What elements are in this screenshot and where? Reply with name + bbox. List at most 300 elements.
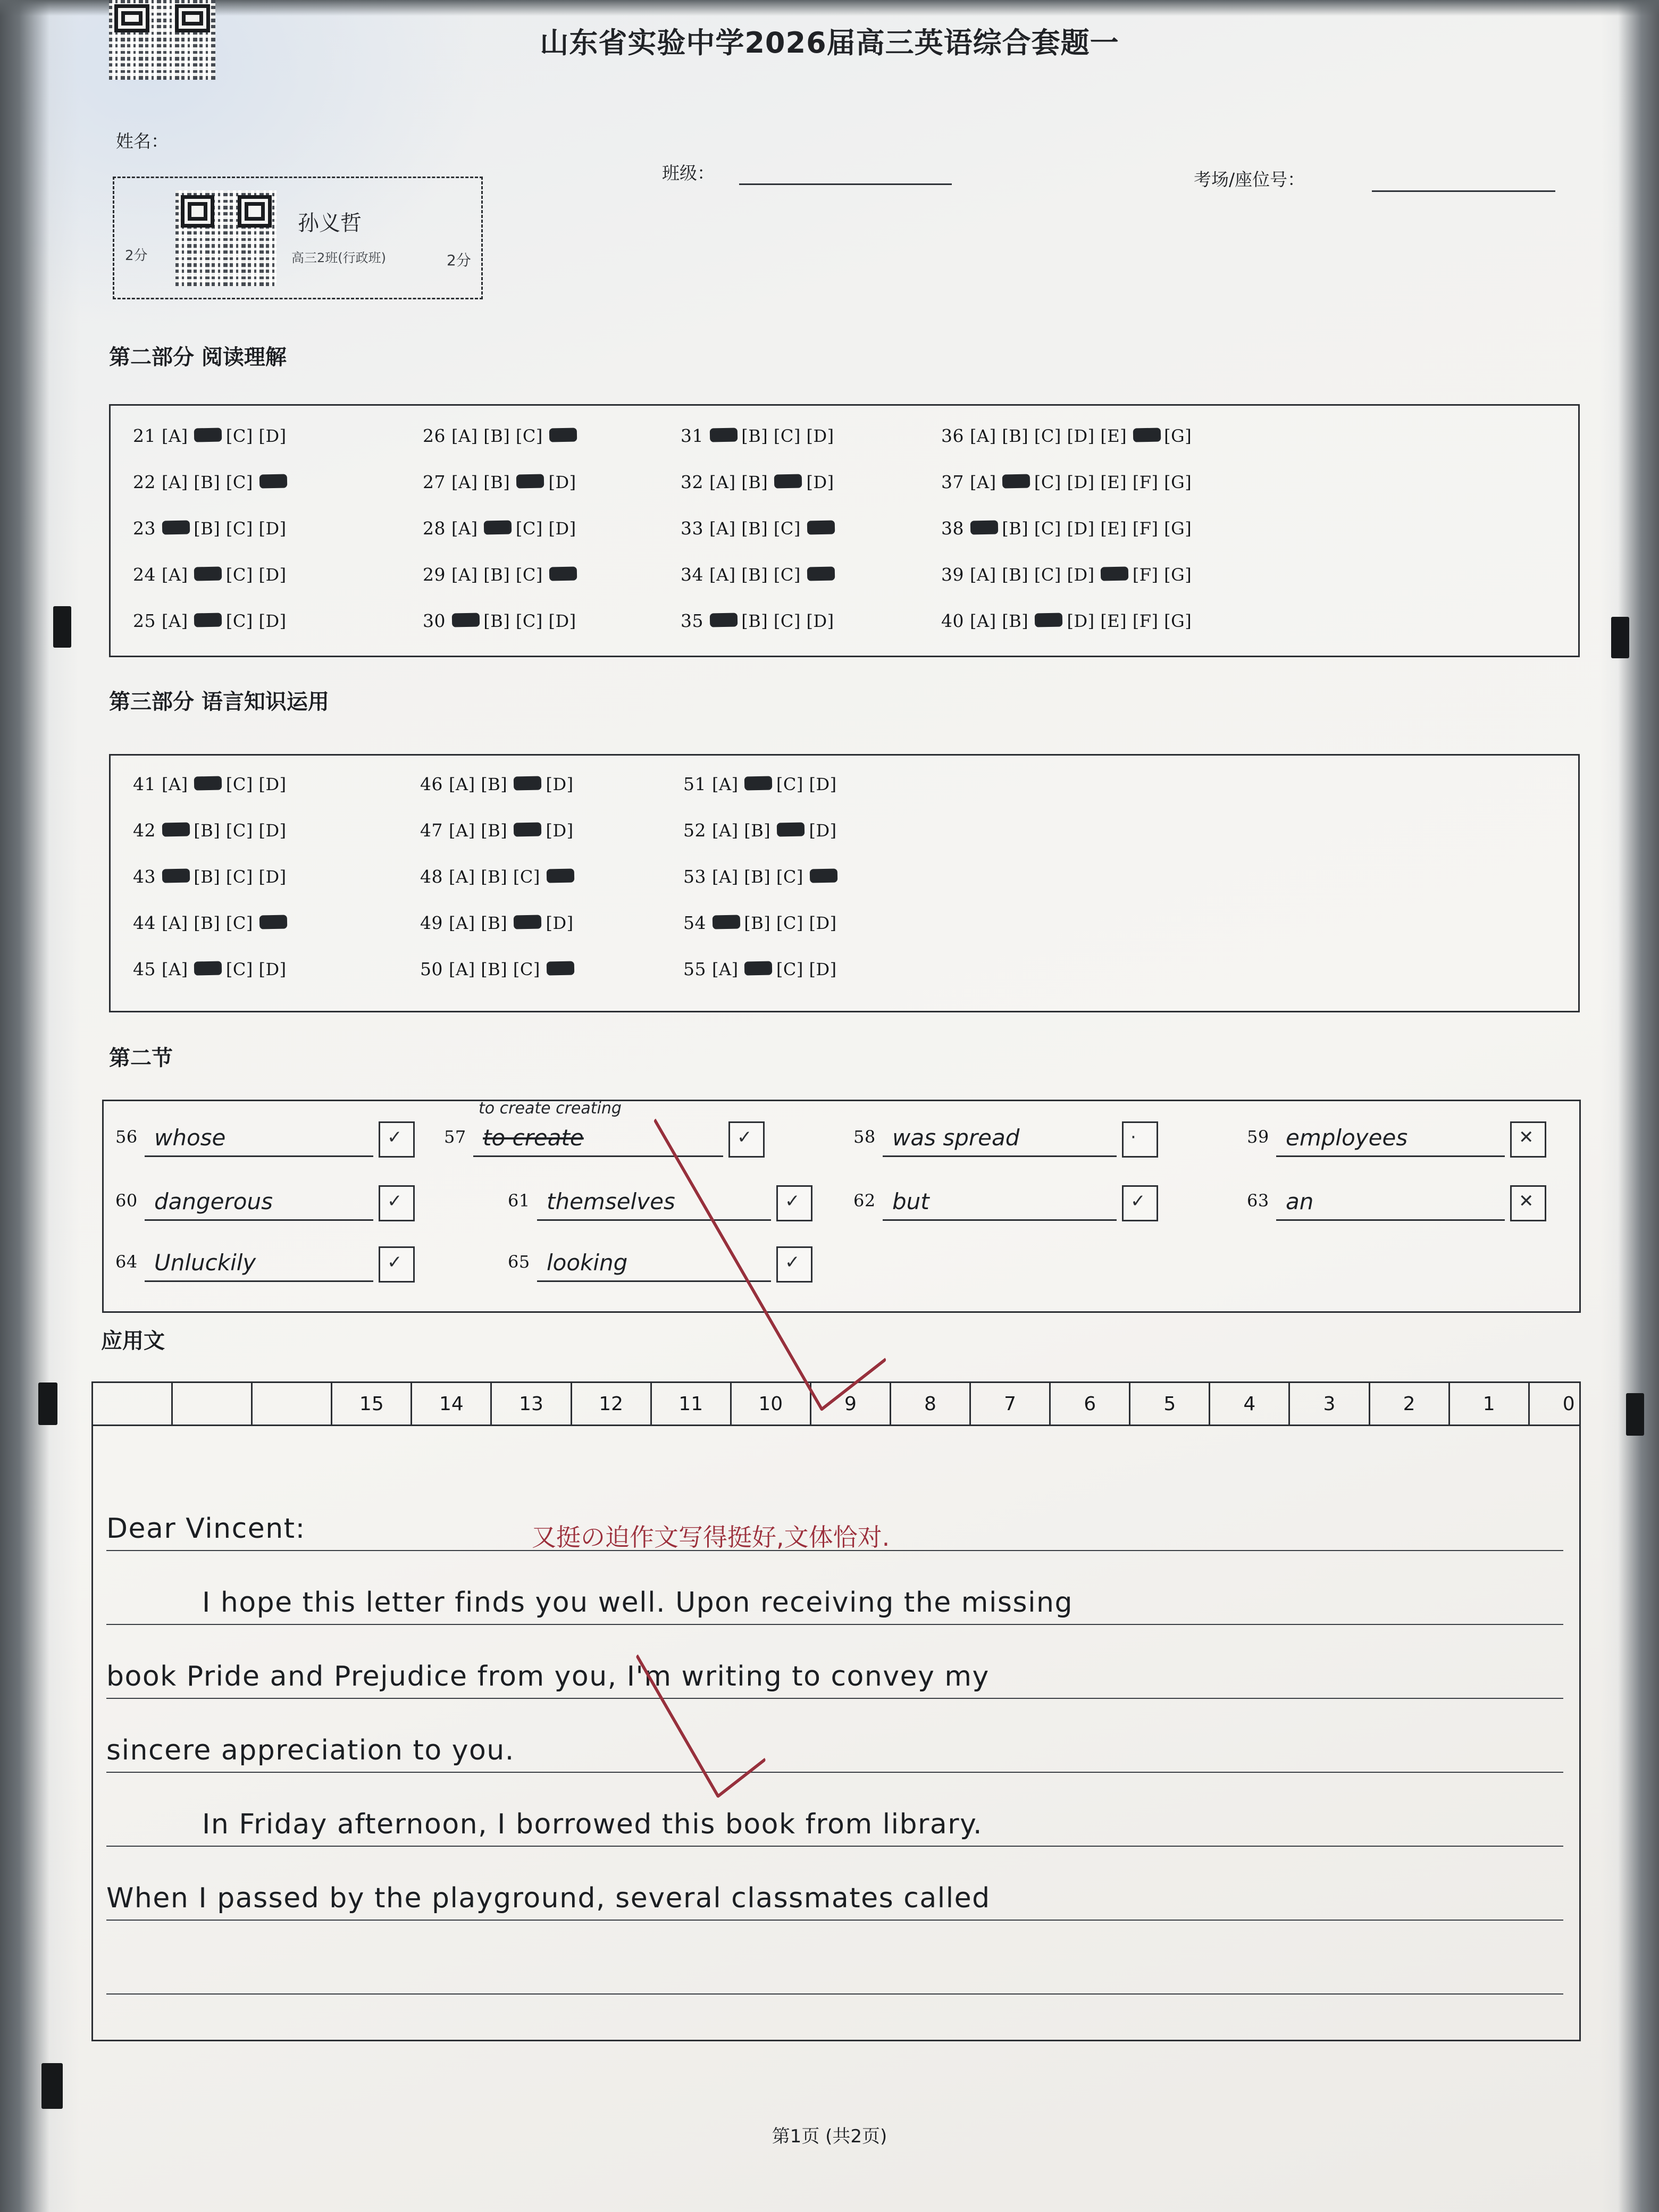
option-bubble-A[interactable]: [A] (451, 565, 478, 585)
score-cell-13[interactable]: 13 (492, 1383, 572, 1425)
option-bubble-D[interactable]: [D] (258, 774, 287, 794)
option-bubble-A[interactable] (162, 518, 188, 539)
option-bubble-B[interactable]: [B] (483, 426, 510, 446)
option-bubble-E[interactable]: [E] (1100, 611, 1127, 631)
option-bubble-D[interactable]: [D] (258, 426, 287, 446)
option-bubble-D[interactable] (809, 867, 837, 887)
essay-ruled-line[interactable] (106, 1993, 1563, 1995)
option-gap (1028, 426, 1034, 446)
option-bubble-C[interactable] (513, 774, 540, 794)
option-bubble-B[interactable]: [B] (741, 565, 768, 585)
blank-write-line[interactable] (883, 1219, 1117, 1221)
option-bubble-B[interactable]: [B] (481, 959, 508, 979)
option-bubble-B[interactable] (194, 611, 220, 631)
score-cell-2[interactable]: 2 (1370, 1383, 1450, 1425)
option-bubble-A[interactable]: [A] (161, 565, 188, 585)
option-bubble-A[interactable] (451, 611, 478, 631)
essay-line-text-3: book Pride and Prejudice from you, I'm writing to convey my (106, 1661, 990, 1692)
option-bubble-B[interactable]: [B] (1002, 426, 1029, 446)
score-cell-8[interactable]: 8 (891, 1383, 971, 1425)
option-bubble-F[interactable]: [F] (1132, 611, 1159, 631)
answer-row-21[interactable] (133, 425, 287, 446)
timing-mark (41, 2063, 63, 2109)
option-bubble-A[interactable]: [A] (709, 565, 736, 585)
option-bubble-B[interactable]: [B] (481, 774, 508, 794)
option-bubble-A[interactable]: [A] (451, 426, 478, 446)
answer-row-27[interactable] (423, 472, 576, 492)
option-gap (1158, 472, 1164, 492)
option-bubble-A[interactable]: [A] (969, 426, 996, 446)
option-gap (739, 820, 744, 841)
option-bubble-A[interactable]: [A] (709, 472, 736, 492)
option-bubble-B[interactable]: [B] (741, 472, 768, 492)
question-number: 30 (423, 610, 451, 631)
timing-mark (38, 1382, 57, 1425)
option-gap (188, 472, 194, 492)
option-bubble-D[interactable]: [D] (1067, 611, 1095, 631)
answer-row-23[interactable] (133, 518, 287, 539)
answer-row-26[interactable] (423, 425, 576, 446)
option-gap (1127, 611, 1133, 631)
option-bubble-E[interactable]: [E] (1100, 472, 1127, 492)
question-number: 22 (133, 472, 162, 492)
option-bubble-B[interactable] (194, 774, 220, 794)
option-bubble-D[interactable]: [D] (258, 518, 287, 539)
qr-code-student (175, 190, 276, 286)
question-number: 40 (941, 610, 970, 631)
blank-mark-check-icon: ✓ (387, 1127, 403, 1148)
option-bubble-D[interactable]: [D] (806, 426, 834, 446)
option-bubble-A[interactable]: [A] (448, 774, 475, 794)
answer-row-44[interactable] (133, 912, 287, 933)
option-bubble-B[interactable]: [B] (194, 518, 221, 539)
blank-mark-check-icon: ✓ (785, 1191, 800, 1212)
score-cell-12[interactable]: 12 (572, 1383, 652, 1425)
option-bubble-B[interactable]: [B] (741, 518, 768, 539)
answer-row-53[interactable] (683, 866, 837, 887)
option-bubble-B[interactable]: [B] (483, 472, 510, 492)
option-bubble-C[interactable]: [C] (513, 959, 540, 979)
option-bubble-D[interactable]: [D] (806, 472, 834, 492)
blank-write-line[interactable] (145, 1219, 373, 1221)
option-bubble-B[interactable]: [B] (1002, 565, 1029, 585)
option-bubble-C[interactable]: [C] (225, 611, 253, 631)
option-bubble-B[interactable] (1002, 472, 1028, 492)
class-input-line[interactable] (739, 183, 952, 185)
option-gap (1061, 518, 1067, 539)
blank-number-60: 60 (115, 1191, 138, 1211)
option-bubble-A[interactable]: [A] (969, 472, 996, 492)
option-bubble-D[interactable]: [D] (806, 611, 834, 631)
option-bubble-A[interactable]: [A] (451, 518, 478, 539)
option-gap (253, 518, 259, 539)
option-bubble-A[interactable]: [A] (711, 774, 739, 794)
option-bubble-C[interactable]: [C] (776, 774, 803, 794)
option-bubble-C[interactable] (516, 472, 543, 492)
option-bubble-C[interactable]: [C] (776, 867, 803, 887)
question-number: 25 (133, 610, 162, 631)
option-bubble-B[interactable] (194, 565, 220, 585)
option-bubble-D[interactable]: [D] (548, 472, 576, 492)
seat-label: 考场/座位号： (1194, 169, 1305, 190)
option-bubble-F[interactable]: [F] (1132, 472, 1159, 492)
option-gap (220, 820, 226, 841)
score-cell-10[interactable]: 10 (732, 1383, 811, 1425)
option-bubble-C[interactable]: [C] (225, 565, 253, 585)
blank-write-line[interactable] (1276, 1219, 1505, 1221)
question-number: 42 (133, 820, 162, 841)
option-bubble-B[interactable]: [B] (1002, 611, 1029, 631)
option-bubble-C[interactable]: [C] (225, 774, 253, 794)
answer-row-43[interactable] (133, 866, 287, 887)
option-bubble-A[interactable] (712, 913, 739, 933)
option-bubble-A[interactable] (162, 867, 188, 887)
blank-write-line[interactable] (883, 1155, 1117, 1157)
option-gap (1028, 611, 1034, 631)
option-bubble-B[interactable]: [B] (194, 867, 221, 887)
option-bubble-B[interactable] (194, 959, 220, 979)
option-bubble-A[interactable]: [A] (161, 611, 188, 631)
option-bubble-D[interactable] (546, 867, 574, 887)
option-bubble-C[interactable]: [C] (515, 518, 543, 539)
option-gap (1095, 426, 1101, 446)
option-bubble-A[interactable]: [A] (711, 820, 739, 841)
blank-answer-63: an (1286, 1188, 1314, 1214)
option-bubble-A[interactable]: [A] (161, 913, 188, 933)
blank-mark-check-icon: ✓ (387, 1252, 403, 1273)
blank-answer-64: Unluckily (154, 1250, 256, 1276)
option-bubble-B[interactable]: [B] (481, 820, 508, 841)
option-gap (1095, 518, 1101, 539)
essay-line-text-6: When I passed by the playground, several classmates called (106, 1882, 991, 1914)
option-bubble-C[interactable]: [C] (225, 820, 253, 841)
score-cell-11[interactable]: 11 (652, 1383, 732, 1425)
question-number: 23 (133, 518, 162, 539)
question-number: 26 (423, 425, 451, 446)
section-title-part3: 第三部分 语言知识运用 (109, 690, 329, 714)
question-number: 47 (420, 820, 449, 841)
answer-row-30[interactable] (423, 610, 576, 631)
option-bubble-G[interactable]: [G] (1164, 426, 1192, 446)
score-cell-1[interactable]: 1 (1450, 1383, 1530, 1425)
option-gap (736, 472, 742, 492)
option-bubble-A[interactable]: [A] (161, 774, 188, 794)
option-bubble-F[interactable]: [F] (1132, 518, 1159, 539)
timing-mark (1626, 1393, 1644, 1436)
option-bubble-G[interactable]: [G] (1164, 565, 1192, 585)
answer-row-38[interactable] (941, 518, 1192, 539)
option-bubble-B[interactable] (744, 959, 770, 979)
option-bubble-C[interactable] (774, 472, 801, 492)
option-bubble-D[interactable]: [D] (258, 820, 287, 841)
option-bubble-B[interactable]: [B] (194, 913, 221, 933)
option-bubble-C[interactable]: [C] (225, 913, 253, 933)
answer-row-35[interactable] (681, 610, 834, 631)
answer-row-49[interactable] (420, 912, 574, 933)
option-gap (1028, 518, 1034, 539)
option-gap (736, 518, 742, 539)
option-bubble-D[interactable]: [D] (809, 820, 837, 841)
option-bubble-C[interactable]: [C] (776, 913, 803, 933)
option-bubble-G[interactable]: [G] (1164, 472, 1192, 492)
option-gap (507, 774, 513, 794)
option-bubble-A[interactable]: [A] (448, 913, 475, 933)
option-gap (739, 959, 744, 979)
option-bubble-C[interactable]: [C] (773, 426, 801, 446)
student-class: 高三2班(行政班) (291, 250, 386, 265)
option-gap (507, 913, 513, 933)
option-gap (507, 959, 513, 979)
option-bubble-A[interactable]: [A] (709, 518, 736, 539)
option-gap (770, 913, 776, 933)
blank-answer-61: themselves (547, 1188, 675, 1214)
option-bubble-D[interactable]: [D] (1067, 518, 1095, 539)
blank-mark-cross-icon: ✕ (1519, 1127, 1534, 1148)
option-bubble-E[interactable] (1100, 565, 1127, 585)
option-bubble-C[interactable] (776, 820, 803, 841)
section-title-part3-sub: 第二节 (109, 1046, 173, 1070)
option-bubble-B[interactable]: [B] (483, 565, 510, 585)
option-bubble-C[interactable]: [C] (1034, 518, 1061, 539)
question-number: 51 (683, 774, 712, 794)
option-bubble-D[interactable]: [D] (548, 611, 576, 631)
answer-row-25[interactable] (133, 610, 287, 631)
option-gap (253, 820, 259, 841)
option-bubble-E[interactable]: [E] (1100, 518, 1127, 539)
score-cell-blank[interactable] (173, 1383, 253, 1425)
option-bubble-C[interactable]: [C] (225, 518, 253, 539)
option-bubble-A[interactable] (709, 426, 736, 446)
answer-row-32[interactable] (681, 472, 834, 492)
score-cell-15[interactable]: 15 (332, 1383, 412, 1425)
option-bubble-D[interactable] (259, 472, 287, 492)
option-bubble-B[interactable]: [B] (481, 867, 508, 887)
option-bubble-C[interactable]: [C] (776, 959, 803, 979)
option-bubble-D[interactable]: [D] (258, 959, 287, 979)
answer-row-55[interactable] (683, 959, 837, 979)
answer-row-34[interactable] (681, 564, 834, 585)
option-bubble-C[interactable]: [C] (225, 867, 253, 887)
option-bubble-E[interactable]: [E] (1100, 426, 1127, 446)
answer-row-24[interactable] (133, 564, 287, 585)
option-gap (1028, 565, 1034, 585)
option-bubble-B[interactable] (483, 518, 510, 539)
blank-write-line[interactable] (145, 1155, 373, 1157)
score-cell-7[interactable]: 7 (971, 1383, 1051, 1425)
answer-row-46[interactable] (420, 774, 574, 794)
option-bubble-A[interactable]: [A] (711, 959, 739, 979)
option-gap (1061, 472, 1067, 492)
answer-row-37[interactable] (941, 472, 1192, 492)
answer-row-50[interactable] (420, 959, 574, 979)
blank-write-line[interactable] (1276, 1155, 1505, 1157)
option-bubble-D[interactable]: [D] (546, 820, 574, 841)
option-gap (543, 426, 549, 446)
option-gap (253, 472, 259, 492)
option-gap (1095, 565, 1101, 585)
score-cell-blank[interactable] (253, 1383, 332, 1425)
option-bubble-D[interactable] (549, 426, 576, 446)
option-bubble-B[interactable]: [B] (741, 611, 768, 631)
score-cell-5[interactable]: 5 (1130, 1383, 1210, 1425)
answer-row-22[interactable] (133, 472, 287, 492)
score-cell-6[interactable]: 6 (1051, 1383, 1130, 1425)
answer-row-47[interactable] (420, 820, 574, 841)
answer-row-29[interactable] (423, 564, 576, 585)
answer-row-48[interactable] (420, 866, 574, 887)
option-gap (803, 867, 809, 887)
option-bubble-A[interactable]: [A] (711, 867, 739, 887)
option-bubble-D[interactable]: [D] (258, 611, 287, 631)
option-bubble-D[interactable]: [D] (1067, 565, 1095, 585)
score-cell-blank[interactable] (93, 1383, 173, 1425)
option-bubble-D[interactable]: [D] (258, 867, 287, 887)
option-bubble-B[interactable]: [B] (194, 472, 221, 492)
essay-ruled-line[interactable] (106, 1846, 1563, 1847)
option-bubble-B[interactable]: [B] (1002, 518, 1029, 539)
option-bubble-B[interactable] (194, 426, 220, 446)
option-bubble-A[interactable]: [A] (448, 820, 475, 841)
option-bubble-A[interactable]: [A] (161, 472, 188, 492)
blank-write-line[interactable] (537, 1280, 771, 1282)
blank-write-line[interactable] (145, 1280, 373, 1282)
option-bubble-C[interactable]: [C] (773, 611, 801, 631)
answer-row-52[interactable] (683, 820, 837, 841)
option-bubble-D[interactable]: [D] (546, 774, 574, 794)
seat-input-line[interactable] (1372, 190, 1555, 192)
option-bubble-D[interactable]: [D] (1067, 472, 1095, 492)
option-bubble-C[interactable]: [C] (515, 426, 543, 446)
option-bubble-C[interactable]: [C] (225, 959, 253, 979)
option-bubble-B[interactable]: [B] (481, 913, 508, 933)
score-cell-3[interactable]: 3 (1290, 1383, 1370, 1425)
option-bubble-C[interactable] (513, 820, 540, 841)
option-bubble-A[interactable]: [A] (161, 426, 188, 446)
answer-row-36[interactable] (941, 425, 1192, 446)
option-bubble-A[interactable] (709, 611, 736, 631)
option-bubble-F[interactable] (1133, 426, 1159, 446)
option-gap (770, 867, 776, 887)
option-bubble-D[interactable]: [D] (809, 959, 837, 979)
answer-row-39[interactable] (941, 564, 1192, 585)
option-bubble-B[interactable]: [B] (194, 820, 221, 841)
option-bubble-A[interactable]: [A] (969, 611, 996, 631)
option-bubble-D[interactable]: [D] (809, 913, 837, 933)
option-bubble-C[interactable]: [C] (1034, 565, 1061, 585)
essay-ruled-line[interactable] (106, 1624, 1563, 1625)
option-gap (768, 611, 774, 631)
option-gap (253, 774, 259, 794)
answer-row-45[interactable] (133, 959, 287, 979)
option-gap (510, 611, 516, 631)
option-bubble-B[interactable]: [B] (744, 867, 771, 887)
score-cell-9[interactable]: 9 (811, 1383, 891, 1425)
question-number: 28 (423, 518, 451, 539)
answer-row-31[interactable] (681, 425, 834, 446)
option-gap (188, 774, 194, 794)
option-bubble-D[interactable] (259, 913, 287, 933)
option-bubble-D[interactable] (549, 565, 576, 585)
option-bubble-C[interactable] (513, 913, 540, 933)
answer-row-51[interactable] (683, 774, 837, 794)
option-bubble-C[interactable]: [C] (773, 518, 801, 539)
question-number: 54 (683, 912, 712, 933)
blank-number-61: 61 (508, 1191, 530, 1211)
answer-row-42[interactable] (133, 820, 287, 841)
answer-row-54[interactable] (683, 912, 837, 933)
score-cell-0[interactable]: 0 (1562, 1393, 1575, 1415)
answer-row-28[interactable] (423, 518, 576, 539)
option-gap (801, 565, 807, 585)
option-bubble-D[interactable]: [D] (1067, 426, 1095, 446)
option-bubble-C[interactable]: [C] (515, 611, 543, 631)
option-gap (736, 565, 742, 585)
option-bubble-C[interactable]: [C] (225, 426, 253, 446)
option-gap (253, 867, 259, 887)
option-bubble-C[interactable] (1034, 611, 1061, 631)
option-bubble-D[interactable]: [D] (548, 518, 576, 539)
teacher-comment: 又挺の迫作文写得挺好,文体恰对. (532, 1523, 890, 1552)
option-bubble-C[interactable]: [C] (1034, 426, 1061, 446)
answer-row-40[interactable] (941, 610, 1192, 631)
option-bubble-A[interactable] (970, 518, 996, 539)
answer-row-33[interactable] (681, 518, 834, 539)
option-bubble-C[interactable]: [C] (513, 867, 540, 887)
option-bubble-B[interactable]: [B] (741, 426, 768, 446)
option-bubble-F[interactable]: [F] (1132, 565, 1159, 585)
option-bubble-A[interactable]: [A] (161, 959, 188, 979)
option-bubble-G[interactable]: [G] (1164, 518, 1192, 539)
option-bubble-B[interactable]: [B] (483, 611, 510, 631)
option-bubble-D[interactable] (807, 565, 834, 585)
option-gap (475, 913, 481, 933)
option-bubble-A[interactable]: [A] (448, 867, 475, 887)
timing-mark (1611, 617, 1629, 658)
option-gap (220, 472, 226, 492)
option-bubble-D[interactable]: [D] (258, 565, 287, 585)
option-bubble-A[interactable]: [A] (451, 472, 478, 492)
option-bubble-A[interactable] (162, 820, 188, 841)
option-gap (510, 472, 516, 492)
option-bubble-G[interactable]: [G] (1164, 611, 1192, 631)
essay-ruled-line[interactable] (106, 1920, 1563, 1921)
option-bubble-C[interactable]: [C] (225, 472, 253, 492)
blank-mark-dot-icon: · (1130, 1127, 1136, 1148)
option-bubble-B[interactable]: [B] (744, 913, 771, 933)
score-cell-4[interactable]: 4 (1210, 1383, 1290, 1425)
option-bubble-D[interactable] (807, 518, 834, 539)
answer-row-41[interactable] (133, 774, 287, 794)
option-bubble-B[interactable]: [B] (744, 820, 771, 841)
option-gap (220, 867, 226, 887)
option-bubble-A[interactable]: [A] (448, 959, 475, 979)
option-bubble-C[interactable]: [C] (515, 565, 543, 585)
essay-ruled-line[interactable] (106, 1772, 1563, 1773)
option-bubble-B[interactable] (744, 774, 770, 794)
option-bubble-C[interactable]: [C] (1034, 472, 1061, 492)
option-bubble-A[interactable]: [A] (969, 565, 996, 585)
option-bubble-D[interactable]: [D] (809, 774, 837, 794)
option-bubble-D[interactable]: [D] (546, 913, 574, 933)
option-bubble-C[interactable]: [C] (773, 565, 801, 585)
blank-number-58: 58 (853, 1127, 876, 1147)
score-cell-14[interactable]: 14 (412, 1383, 492, 1425)
blank-answer-58: was spread (892, 1125, 1020, 1151)
question-number: 48 (420, 866, 449, 887)
essay-ruled-line[interactable] (106, 1698, 1563, 1699)
option-bubble-D[interactable] (546, 959, 574, 979)
question-number: 29 (423, 564, 451, 585)
